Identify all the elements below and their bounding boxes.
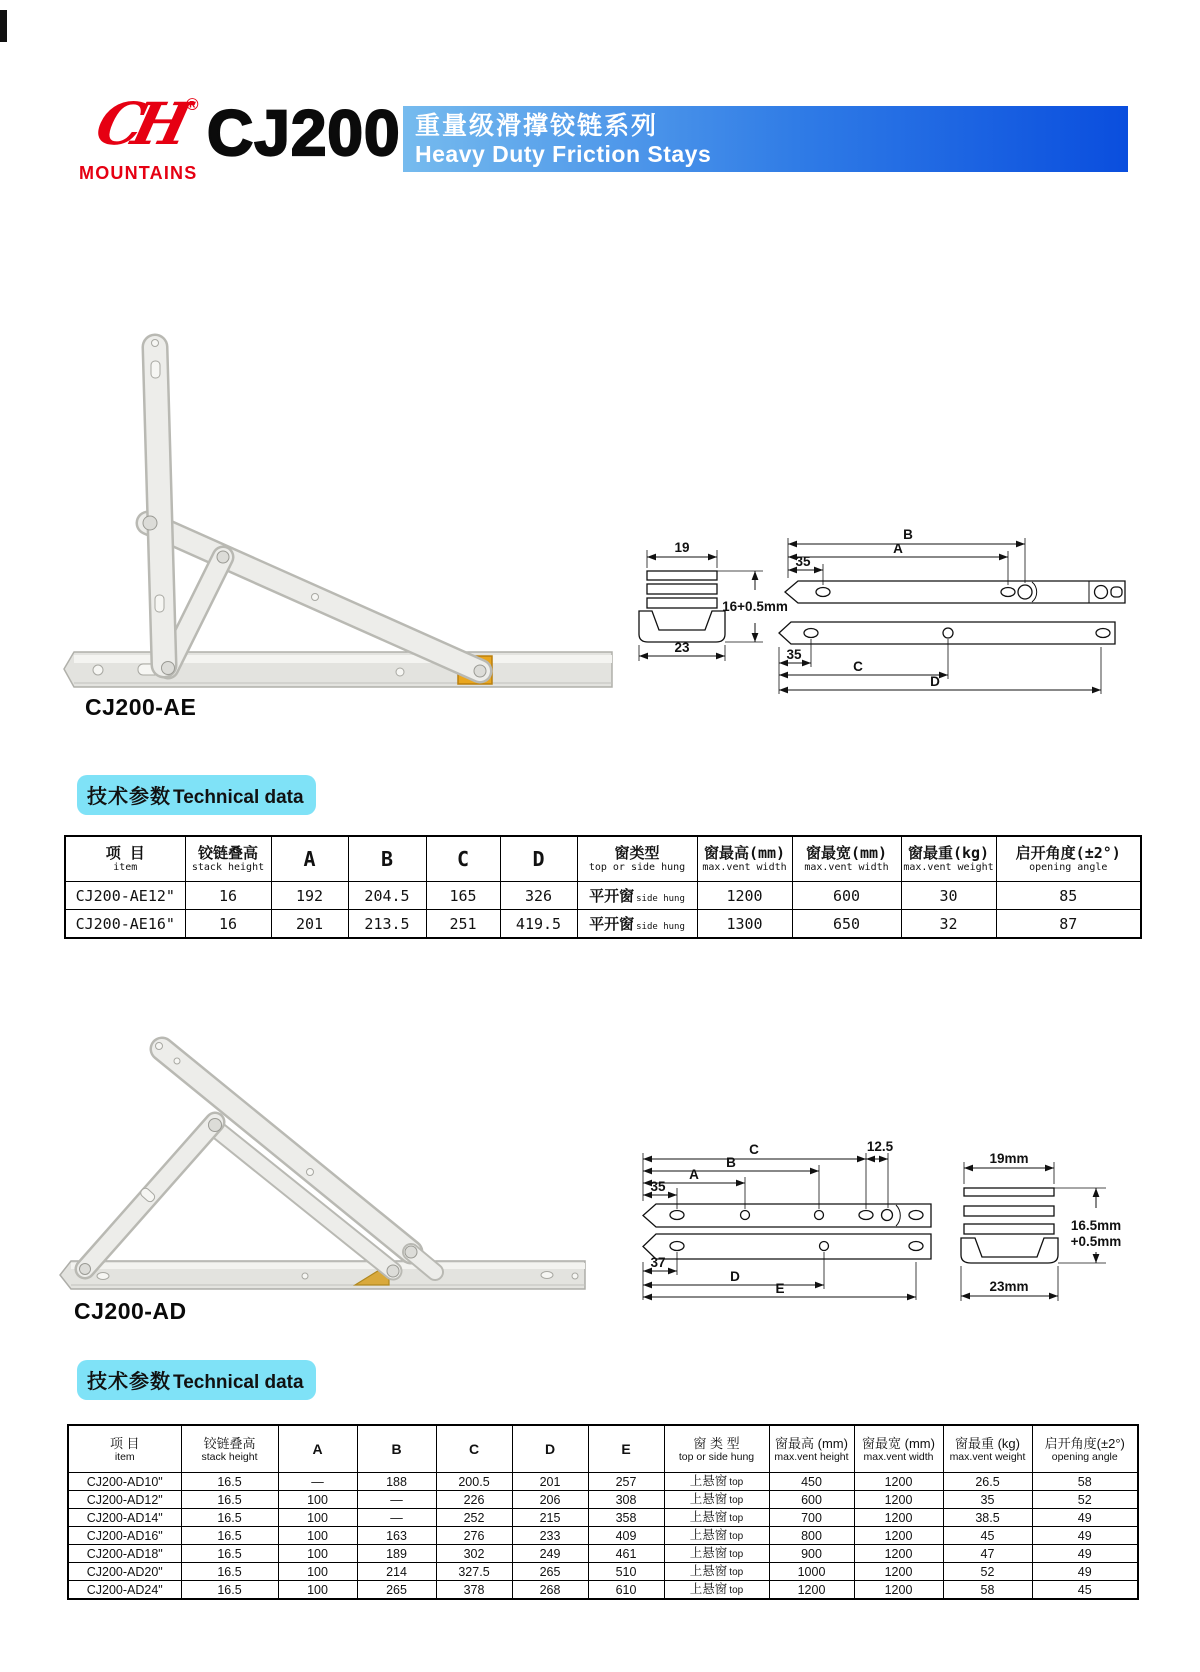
header-cell (512, 1425, 588, 1473)
dim-A: A (893, 541, 903, 556)
table-ad (67, 1424, 1139, 1600)
left-link-arm (85, 1122, 215, 1269)
data-cell: 204.5 (348, 882, 426, 910)
data-cell: 200.5 (436, 1473, 512, 1491)
header-zh: 窗最高(mm) (703, 843, 786, 862)
dim-D: D (730, 1269, 740, 1284)
badge-zh: 技术参数 (87, 786, 171, 808)
product-photo-ad (55, 945, 600, 1300)
data-cell: CJ200-AE16" (65, 910, 185, 939)
table-row (68, 1545, 1138, 1563)
data-cell: 16.5 (181, 1509, 278, 1527)
table-row (68, 1581, 1138, 1600)
data-cell: 1000 (769, 1563, 854, 1581)
dim-19: 19 (674, 540, 690, 555)
header-zh: 项 目 (109, 1435, 140, 1451)
header-zh: 铰链叠高 (197, 843, 258, 862)
dim-19mm: 19mm (989, 1151, 1029, 1166)
window-type-zh: 上悬窗 (689, 1528, 728, 1542)
window-type-en: top (729, 1549, 744, 1560)
header-en: max.vent weight (903, 861, 994, 873)
track-hole (572, 1273, 578, 1279)
data-cell: 85 (996, 882, 1141, 910)
data-cell: 26.5 (943, 1473, 1032, 1491)
data-cell: 16.5 (181, 1563, 278, 1581)
header-cell (357, 1425, 436, 1473)
data-cell: 100 (278, 1581, 357, 1600)
data-cell: 189 (357, 1545, 436, 1563)
data-cell: 1200 (854, 1473, 943, 1491)
data-cell: 52 (1032, 1491, 1138, 1509)
data-cell: 16.5 (181, 1473, 278, 1491)
header-en: max.vent width (804, 861, 889, 873)
window-type-en: top (729, 1531, 744, 1542)
data-cell: 100 (278, 1563, 357, 1581)
lower-rail-view (779, 622, 1115, 694)
product-label-ae: CJ200-AE (85, 694, 197, 720)
header-zh: 窗最高 (mm) (775, 1435, 848, 1451)
header-cell (426, 836, 500, 882)
data-cell: 16.5 (181, 1527, 278, 1545)
header-en: opening angle (1029, 861, 1108, 873)
data-cell: 163 (357, 1527, 436, 1545)
data-cell: 100 (278, 1491, 357, 1509)
data-cell: 1300 (697, 910, 792, 939)
data-cell: 201 (512, 1473, 588, 1491)
header-cell (792, 836, 901, 882)
vent-arm (151, 340, 164, 666)
data-cell: 1200 (854, 1527, 943, 1545)
track-slot (541, 1272, 553, 1279)
data-cell: 100 (278, 1545, 357, 1563)
header-en: max.vent height (774, 1450, 849, 1463)
header-cell (664, 1425, 769, 1473)
data-cell: 251 (426, 910, 500, 939)
cross-section-view (639, 540, 788, 661)
data-cell: CJ200-AD16" (68, 1527, 181, 1545)
table-ae (64, 835, 1142, 939)
data-cell: 900 (769, 1545, 854, 1563)
data-cell: 308 (588, 1491, 664, 1509)
dim-35: 35 (650, 1179, 666, 1194)
series-banner (403, 106, 1128, 172)
data-cell: 302 (436, 1545, 512, 1563)
header-letter: A (303, 847, 316, 871)
dim-E: E (775, 1281, 785, 1296)
data-cell: 450 (769, 1473, 854, 1491)
track-rail (64, 652, 612, 687)
data-cell: 16.5 (181, 1545, 278, 1563)
upper-rail-view (643, 1139, 931, 1227)
data-cell: 800 (769, 1527, 854, 1545)
dim-23mm: 23mm (989, 1279, 1029, 1294)
data-cell: 215 (512, 1509, 588, 1527)
dim-16-05mm: 16+0.5mm (722, 599, 788, 614)
track-hole (93, 665, 103, 675)
pivot-rivet (474, 665, 486, 677)
data-cell: — (357, 1491, 436, 1509)
pivot-rivet (217, 551, 229, 563)
dim-C: C (749, 1142, 759, 1157)
data-cell: 52 (943, 1563, 1032, 1581)
data-cell: 16 (185, 910, 271, 939)
series-title-en: Heavy Duty Friction Stays (415, 141, 712, 167)
data-cell: 378 (436, 1581, 512, 1600)
print-registration-mark (0, 10, 7, 42)
dim-16-5mm: 16.5mm (1070, 1218, 1122, 1233)
data-cell: 650 (792, 910, 901, 939)
table-ad-wrapper (67, 1424, 1137, 1600)
data-cell: 49 (1032, 1527, 1138, 1545)
data-cell: 226 (436, 1491, 512, 1509)
table-row (65, 836, 1141, 882)
dim-35-upper: 35 (795, 554, 811, 569)
technical-data-badge (77, 1360, 316, 1400)
series-title-zh: 重量级滑撑铰链系列 (415, 112, 659, 140)
data-cell: 213.5 (348, 910, 426, 939)
dim-C: C (853, 659, 863, 674)
data-cell: 268 (512, 1581, 588, 1600)
window-type-cell (664, 1527, 769, 1545)
pivot-rivet (80, 1264, 91, 1275)
window-type-en: top (729, 1585, 744, 1596)
pivot-rivet (387, 1265, 399, 1277)
header-cell (278, 1425, 357, 1473)
table-row (68, 1473, 1138, 1491)
table-row (68, 1563, 1138, 1581)
data-cell: 16.5 (181, 1581, 278, 1600)
data-cell: CJ200-AD12" (68, 1491, 181, 1509)
track-rail (60, 1261, 585, 1289)
header-letter: C (456, 847, 470, 871)
data-cell: 45 (943, 1527, 1032, 1545)
dim-35-lower: 35 (786, 647, 802, 662)
window-type-zh: 上悬窗 (689, 1492, 728, 1506)
header-cell (436, 1425, 512, 1473)
data-cell: 1200 (769, 1581, 854, 1600)
header-cell (697, 836, 792, 882)
data-cell: 1200 (697, 882, 792, 910)
dim-B: B (903, 527, 913, 542)
pivot-rivet (405, 1246, 417, 1258)
data-cell: 165 (426, 882, 500, 910)
window-type-zh: 平开窗 (589, 914, 635, 933)
header-zh: 窗 类 型 (693, 1435, 740, 1451)
header-letter: A (312, 1441, 323, 1457)
data-cell: 1200 (854, 1491, 943, 1509)
header-cell (185, 836, 271, 882)
window-type-en: side hung (636, 921, 685, 932)
window-type-en: top (729, 1567, 744, 1578)
data-cell: 214 (357, 1563, 436, 1581)
lower-rail-view (643, 1234, 931, 1300)
product-photo-ae (60, 295, 630, 700)
window-type-cell (664, 1509, 769, 1527)
header-cell (588, 1425, 664, 1473)
window-type-zh: 平开窗 (589, 886, 635, 905)
cross-section-view (961, 1151, 1121, 1301)
table-row (65, 882, 1141, 910)
data-cell: 358 (588, 1509, 664, 1527)
data-cell: 58 (1032, 1473, 1138, 1491)
header-zh: 启开角度(±2°) (1015, 843, 1121, 862)
data-cell: 206 (512, 1491, 588, 1509)
header-cell (181, 1425, 278, 1473)
logo-monogram (90, 90, 200, 158)
table-row (65, 910, 1141, 939)
data-cell: 419.5 (500, 910, 577, 939)
header-en: stack height (201, 1450, 258, 1463)
data-cell: 461 (588, 1545, 664, 1563)
window-type-cell (664, 1563, 769, 1581)
header-en: stack height (191, 861, 265, 873)
dim-A: A (689, 1167, 699, 1182)
header-en: max.vent weight (949, 1450, 1026, 1463)
window-type-cell (577, 910, 697, 939)
header-cell (996, 836, 1141, 882)
header-cell (348, 836, 426, 882)
window-type-en: side hung (636, 893, 685, 904)
data-cell: 49 (1032, 1509, 1138, 1527)
dim-37: 37 (650, 1255, 666, 1270)
header-letter: D (544, 1441, 556, 1457)
data-cell: 16.5 (181, 1491, 278, 1509)
data-cell: 201 (271, 910, 348, 939)
header-cell (271, 836, 348, 882)
header-en: top or side hung (588, 861, 686, 873)
data-cell: 58 (943, 1581, 1032, 1600)
data-cell: 249 (512, 1545, 588, 1563)
data-cell: 49 (1032, 1545, 1138, 1563)
data-cell: 16 (185, 882, 271, 910)
data-cell: 1200 (854, 1509, 943, 1527)
data-cell: 610 (588, 1581, 664, 1600)
header-zh: 窗最宽(mm) (805, 843, 888, 862)
data-cell: 1200 (854, 1545, 943, 1563)
header-cell (68, 1425, 181, 1473)
header-letter: D (532, 847, 545, 871)
data-cell: CJ200-AD10" (68, 1473, 181, 1491)
tech-drawing-ad (590, 1058, 1150, 1310)
window-type-zh: 上悬窗 (689, 1510, 728, 1524)
technical-data-badge (77, 775, 316, 815)
data-cell: 327.5 (436, 1563, 512, 1581)
table-row (68, 1527, 1138, 1545)
header-cell (943, 1425, 1032, 1473)
header-zh: 铰链叠高 (203, 1435, 256, 1451)
window-type-zh: 上悬窗 (689, 1564, 728, 1578)
header-en: max.vent width (702, 861, 787, 873)
track-hole (302, 1273, 308, 1279)
badge-zh: 技术参数 (87, 1371, 171, 1393)
dim-B: B (726, 1155, 736, 1170)
window-type-cell (664, 1545, 769, 1563)
table-row (68, 1491, 1138, 1509)
window-type-cell (577, 882, 697, 910)
data-cell: 38.5 (943, 1509, 1032, 1527)
header-cell (769, 1425, 854, 1473)
badge-en: Technical data (173, 787, 304, 808)
header-en: top or side hung (678, 1450, 755, 1463)
data-cell: 49 (1032, 1563, 1138, 1581)
data-cell: 600 (769, 1491, 854, 1509)
window-type-cell (664, 1491, 769, 1509)
header-zh: 窗类型 (614, 843, 660, 862)
header-cell (854, 1425, 943, 1473)
header-letter: C (468, 1441, 480, 1457)
upper-rail-view (785, 527, 1125, 603)
data-cell: 32 (901, 910, 996, 939)
dim-plus-05mm: +0.5mm (1070, 1234, 1122, 1249)
data-cell: 30 (901, 882, 996, 910)
header-en: max.vent width (863, 1450, 934, 1463)
data-cell: 47 (943, 1545, 1032, 1563)
header-zh: 窗最宽 (mm) (862, 1435, 935, 1451)
data-cell: — (357, 1509, 436, 1527)
data-cell: CJ200-AE12" (65, 882, 185, 910)
window-type-cell (664, 1473, 769, 1491)
data-cell: 700 (769, 1509, 854, 1527)
window-type-en: top (729, 1495, 744, 1506)
table-row (68, 1509, 1138, 1527)
data-cell: 35 (943, 1491, 1032, 1509)
data-cell: 252 (436, 1509, 512, 1527)
data-cell: 1200 (854, 1563, 943, 1581)
header-zh: 启开角度(±2°) (1044, 1435, 1125, 1451)
data-cell: 45 (1032, 1581, 1138, 1600)
page-title-model: CJ200 (207, 97, 401, 169)
header-cell (65, 836, 185, 882)
data-cell: 510 (588, 1563, 664, 1581)
window-type-zh: 上悬窗 (689, 1474, 728, 1488)
registered-mark: ® (186, 95, 199, 114)
logo-brand-text: MOUNTAINS (79, 163, 198, 183)
header-en: item (114, 1450, 135, 1463)
data-cell: 87 (996, 910, 1141, 939)
mountains-logo (78, 84, 218, 188)
window-type-en: top (729, 1513, 744, 1524)
data-cell: 233 (512, 1527, 588, 1545)
data-cell: 192 (271, 882, 348, 910)
tech-drawing-ae (595, 478, 1145, 700)
window-type-zh: 上悬窗 (689, 1546, 728, 1560)
header-cell (1032, 1425, 1138, 1473)
header-zh: 窗最重 (kg) (954, 1435, 1020, 1451)
data-cell: 1200 (854, 1581, 943, 1600)
data-cell: 257 (588, 1473, 664, 1491)
header-letter: B (380, 847, 394, 871)
pivot-rivet (143, 516, 157, 530)
data-cell: 409 (588, 1527, 664, 1545)
dim-D: D (930, 674, 940, 689)
header-letter: B (391, 1441, 402, 1457)
badge-en: Technical data (173, 1372, 304, 1393)
window-type-cell (664, 1581, 769, 1600)
pivot-rivet (209, 1119, 222, 1132)
table-ae-wrapper (64, 835, 1140, 939)
track-hole (396, 668, 404, 676)
header-cell (500, 836, 577, 882)
data-cell: CJ200-AD20" (68, 1563, 181, 1581)
dim-23: 23 (674, 640, 690, 655)
header-en: opening angle (1051, 1450, 1118, 1463)
track-slot (97, 1273, 109, 1280)
data-cell: CJ200-AD24" (68, 1581, 181, 1600)
header-cell (901, 836, 996, 882)
header-zh: 项 目 (105, 843, 145, 862)
data-cell: CJ200-AD18" (68, 1545, 181, 1563)
data-cell: 188 (357, 1473, 436, 1491)
logo-script-text: CH (89, 89, 188, 158)
data-cell: CJ200-AD14" (68, 1509, 181, 1527)
data-cell: 100 (278, 1509, 357, 1527)
dim-12-5: 12.5 (866, 1139, 894, 1154)
data-cell: 265 (512, 1563, 588, 1581)
data-cell: 600 (792, 882, 901, 910)
product-label-ad: CJ200-AD (74, 1298, 187, 1324)
window-type-en: top (729, 1477, 744, 1488)
header-cell (577, 836, 697, 882)
data-cell: — (278, 1473, 357, 1491)
data-cell: 276 (436, 1527, 512, 1545)
header-en: item (113, 861, 138, 873)
header-zh: 窗最重(kg) (907, 843, 990, 862)
data-cell: 100 (278, 1527, 357, 1545)
window-type-zh: 上悬窗 (689, 1582, 728, 1596)
pivot-rivet (162, 662, 175, 675)
data-cell: 265 (357, 1581, 436, 1600)
data-cell: 326 (500, 882, 577, 910)
table-row (68, 1425, 1138, 1473)
header-letter: E (621, 1441, 631, 1457)
